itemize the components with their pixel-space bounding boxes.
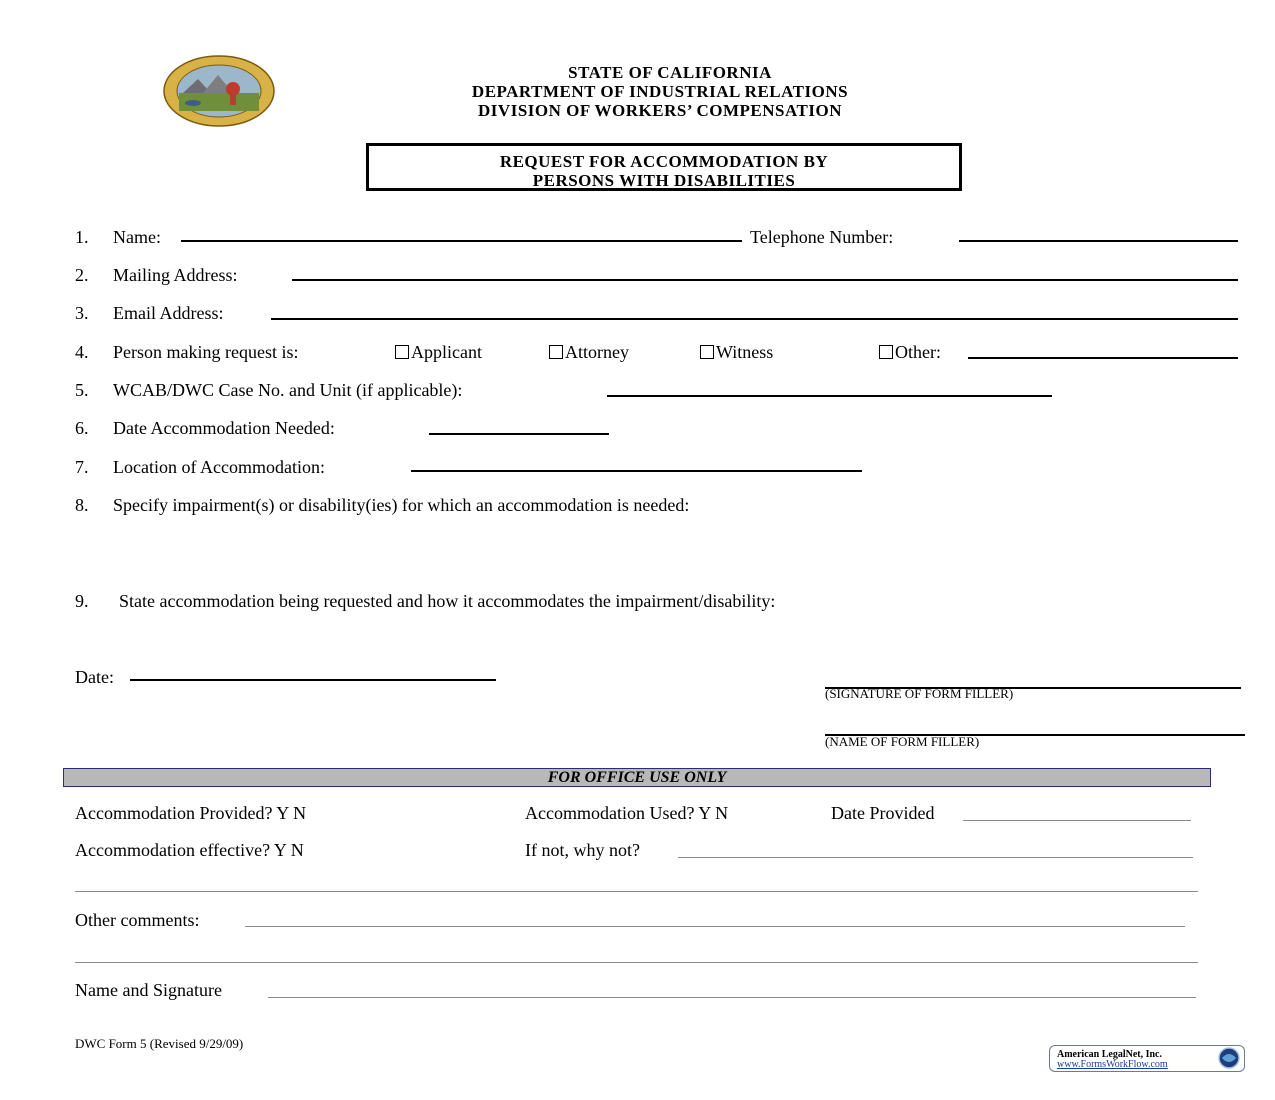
header-state: STATE OF CALIFORNIA bbox=[568, 63, 772, 82]
attorney-checkbox[interactable] bbox=[549, 345, 563, 359]
email-address-field[interactable] bbox=[271, 318, 1238, 320]
applicant-checkbox[interactable] bbox=[395, 345, 409, 359]
why-not-field[interactable] bbox=[678, 857, 1193, 858]
q3-number: 3. bbox=[75, 303, 89, 323]
date-label: Date: bbox=[75, 667, 114, 687]
witness-option[interactable] bbox=[700, 342, 773, 362]
signature-caption: (SIGNATURE OF FORM FILLER) bbox=[825, 686, 1014, 701]
q1-number: 1. bbox=[75, 227, 89, 247]
form-title-line2: PERSONS WITH DISABILITIES bbox=[532, 171, 796, 190]
name-field[interactable] bbox=[181, 240, 742, 242]
company-name: American LegalNet, Inc. bbox=[1057, 1049, 1162, 1060]
other-label: Other: bbox=[895, 342, 941, 362]
q5-number: 5. bbox=[75, 380, 89, 400]
applicant-option[interactable] bbox=[395, 342, 482, 362]
email-address-label: Email Address: bbox=[113, 303, 224, 323]
other-checkbox[interactable] bbox=[879, 345, 893, 359]
witness-label: Witness bbox=[716, 342, 774, 362]
case-number-label: WCAB/DWC Case No. and Unit (if applicable): bbox=[113, 380, 463, 400]
date-needed-field[interactable] bbox=[429, 433, 609, 435]
other-field[interactable] bbox=[968, 357, 1238, 359]
q4-number: 4. bbox=[75, 342, 89, 362]
name-and-signature-field[interactable] bbox=[268, 997, 1196, 998]
attorney-option[interactable] bbox=[549, 342, 629, 362]
accommodation-provided-label: Accommodation Provided? Y N bbox=[75, 803, 307, 823]
why-not-label: If not, why not? bbox=[525, 840, 640, 860]
date-field[interactable] bbox=[130, 679, 496, 681]
form-title-line1: REQUEST FOR ACCOMMODATION BY bbox=[499, 152, 829, 171]
filler-name-caption: (NAME OF FORM FILLER) bbox=[825, 734, 980, 749]
date-provided-field[interactable] bbox=[963, 820, 1191, 821]
accommodation-effective-label: Accommodation effective? Y N bbox=[75, 840, 304, 860]
other-comments-label: Other comments: bbox=[75, 910, 200, 930]
california-state-seal-icon bbox=[163, 55, 275, 127]
form-title-box bbox=[366, 143, 962, 191]
header-department: DEPARTMENT OF INDUSTRIAL RELATIONS bbox=[471, 82, 849, 101]
name-label: Name: bbox=[113, 227, 161, 247]
header-division: DIVISION OF WORKERS’ COMPENSATION bbox=[478, 101, 842, 120]
form-id: DWC Form 5 (Revised 9/29/09) bbox=[75, 1036, 244, 1051]
applicant-label: Applicant bbox=[411, 342, 482, 362]
q7-number: 7. bbox=[75, 457, 89, 477]
telephone-field[interactable] bbox=[959, 240, 1238, 242]
other-option[interactable] bbox=[879, 342, 941, 362]
company-url-link[interactable]: www.FormsWorkFlow.com bbox=[1057, 1059, 1168, 1070]
why-not-continuation-field[interactable] bbox=[75, 891, 1198, 892]
location-label: Location of Accommodation: bbox=[113, 457, 325, 477]
comments-continuation-field[interactable] bbox=[75, 962, 1198, 963]
location-field[interactable] bbox=[411, 470, 862, 472]
accommodation-label: State accommodation being requested and how it accommodates the impairment/disability: bbox=[119, 591, 776, 611]
legalnet-badge[interactable] bbox=[1049, 1045, 1245, 1072]
impairment-label: Specify impairment(s) or disability(ies) for which an accommodation is needed: bbox=[113, 495, 690, 515]
q9-number: 9. bbox=[75, 591, 89, 611]
case-number-field[interactable] bbox=[607, 395, 1052, 397]
telephone-label: Telephone Number: bbox=[750, 227, 894, 247]
q8-number: 8. bbox=[75, 495, 89, 515]
date-needed-label: Date Accommodation Needed: bbox=[113, 418, 335, 438]
q2-number: 2. bbox=[75, 265, 89, 285]
date-provided-label: Date Provided bbox=[831, 803, 935, 823]
witness-checkbox[interactable] bbox=[700, 345, 714, 359]
accommodation-used-label: Accommodation Used? Y N bbox=[525, 803, 729, 823]
q6-number: 6. bbox=[75, 418, 89, 438]
person-making-request-label: Person making request is: bbox=[113, 342, 299, 362]
mailing-address-label: Mailing Address: bbox=[113, 265, 238, 285]
mailing-address-field[interactable] bbox=[292, 279, 1238, 281]
name-and-signature-label: Name and Signature bbox=[75, 980, 222, 1000]
other-comments-field[interactable] bbox=[245, 926, 1185, 927]
globe-logo-icon bbox=[1218, 1047, 1240, 1069]
attorney-label: Attorney bbox=[565, 342, 629, 362]
office-use-bar: FOR OFFICE USE ONLY bbox=[63, 768, 1211, 787]
